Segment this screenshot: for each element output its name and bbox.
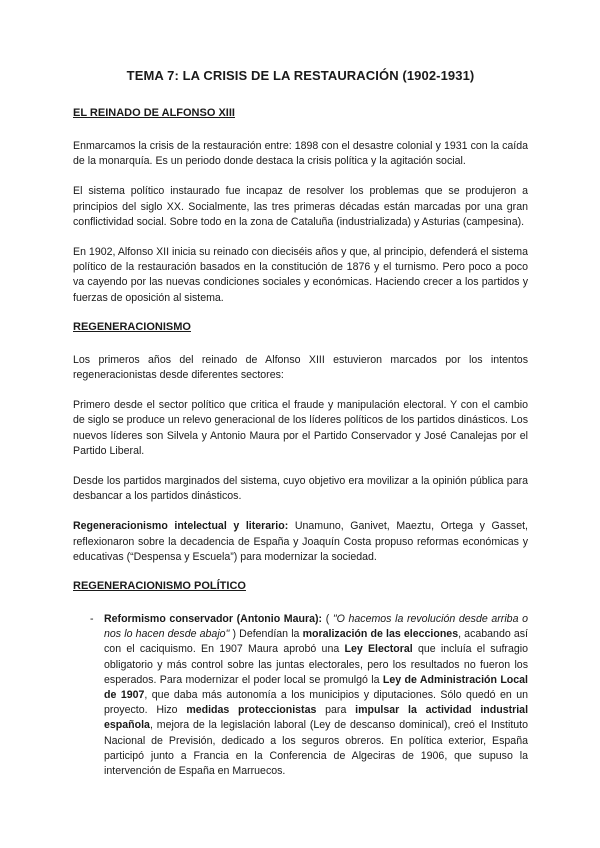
paragraph <box>73 519 528 565</box>
bold-term: medidas proteccionistas <box>186 704 317 717</box>
text: para <box>316 704 356 717</box>
paragraph: Desde los partidos marginados del sistema, cuyo objetivo era movilizar a la opinión pública para desbancar a los partidos dinásticos. <box>73 475 528 503</box>
paragraph: El sistema político instaurado fue incapaz de resolver los problemas que se produjeron a principios del siglo XX. Socialmente, las tres primeras décadas están marcadas por una gran conflictividad social. Sobre todo en la zona de Cataluña (industrializada) y Asturias (campesina). <box>73 185 528 228</box>
paragraph: Primero desde el sector político que critica el fraude y manipulación electoral. Y con el cambio de siglo se produce un relevo generacional de los líderes políticos de los partidos dinásticos. Los nuevos líderes son Silvela y Antonio Maura por el Partido Conservador y José Canalejas por el Partido Liberal. <box>73 399 528 457</box>
text: ) Defendían la <box>229 628 303 641</box>
paragraph: En 1902, Alfonso XII inicia su reinado con dieciséis años y que, al principio, defenderá el sistema político de la restauración basados en la constitución de 1876 y el turnismo. Pero poco a poco va cayendo por las nuevas condiciones sociales y económicas. Haciendo crecer a los partidos y fuerzas de oposición al sistema. <box>73 246 528 304</box>
bold-term: Ley Electoral <box>344 643 413 656</box>
bullet-list <box>73 612 528 779</box>
text: que incluía el sufragio obligatorio y más control sobre las juntas electorales, pero los resultados no fueron los esperados. Para modernizar el poder local se promulgó la <box>104 643 528 686</box>
section-heading-reinado: EL REINADO DE ALFONSO XIII <box>73 107 235 119</box>
text: , acabando así con el caciquismo. En 1907 Maura aprobó una <box>104 628 529 656</box>
section-heading-regeneracionismo-politico: REGENERACIONISMO POLÍTICO <box>73 580 246 593</box>
bold-term: moralización de las elecciones <box>302 628 459 641</box>
list-item <box>73 612 528 779</box>
bold-term: Reformismo conservador (Antonio Maura): <box>104 613 323 626</box>
document-title: TEMA 7: LA CRISIS DE LA RESTAURACIÓN (1902-1931) <box>126 68 475 83</box>
paragraph: Los primeros años del reinado de Alfonso XIII estuvieron marcados por los intentos regeneracionistas desde diferentes sectores: <box>73 353 528 382</box>
quote: "O hacemos la revolución desde arriba o nos lo hacen desde abajo" <box>104 613 528 641</box>
paragraph-text: Unamuno, Ganivet, Maeztu, Ortega y Gasset, reflexionaron sobre la decadencia de España y Joaquín Costa propuso reformas económicas y educativas (“Despensa y Escuela”) para modernizar la sociedad. <box>73 520 528 563</box>
bold-term: impulsar la actividad industrial española <box>104 704 529 732</box>
bold-term: Regeneracionismo intelectual y literario: <box>73 520 289 533</box>
paragraph: Enmarcamos la crisis de la restauración entre: 1898 con el desastre colonial y 1931 con la caída de la monarquía. Es un periodo donde destaca la crisis política y la agitación social. <box>73 140 528 168</box>
bold-term: Ley de Administración Local de 1907 <box>104 673 528 702</box>
text: ( <box>322 613 333 626</box>
dash-bullet: - <box>90 613 94 626</box>
text: , mejora de la legislación laboral (Ley de descanso dominical), creó el Instituto Nacional de Previsión, dedicado a los seguros obreros. En política exterior, España participó junto a Francia en la Conferencia de Algeciras de 1906, que supuso la intervención de España en Marruecos. <box>104 719 528 778</box>
section-heading-regeneracionismo: REGENERACIONISMO <box>73 320 191 333</box>
text: , que daba más autonomía a los municipios y diputaciones. Sólo quedó en un proyecto. Hizo <box>104 689 528 717</box>
